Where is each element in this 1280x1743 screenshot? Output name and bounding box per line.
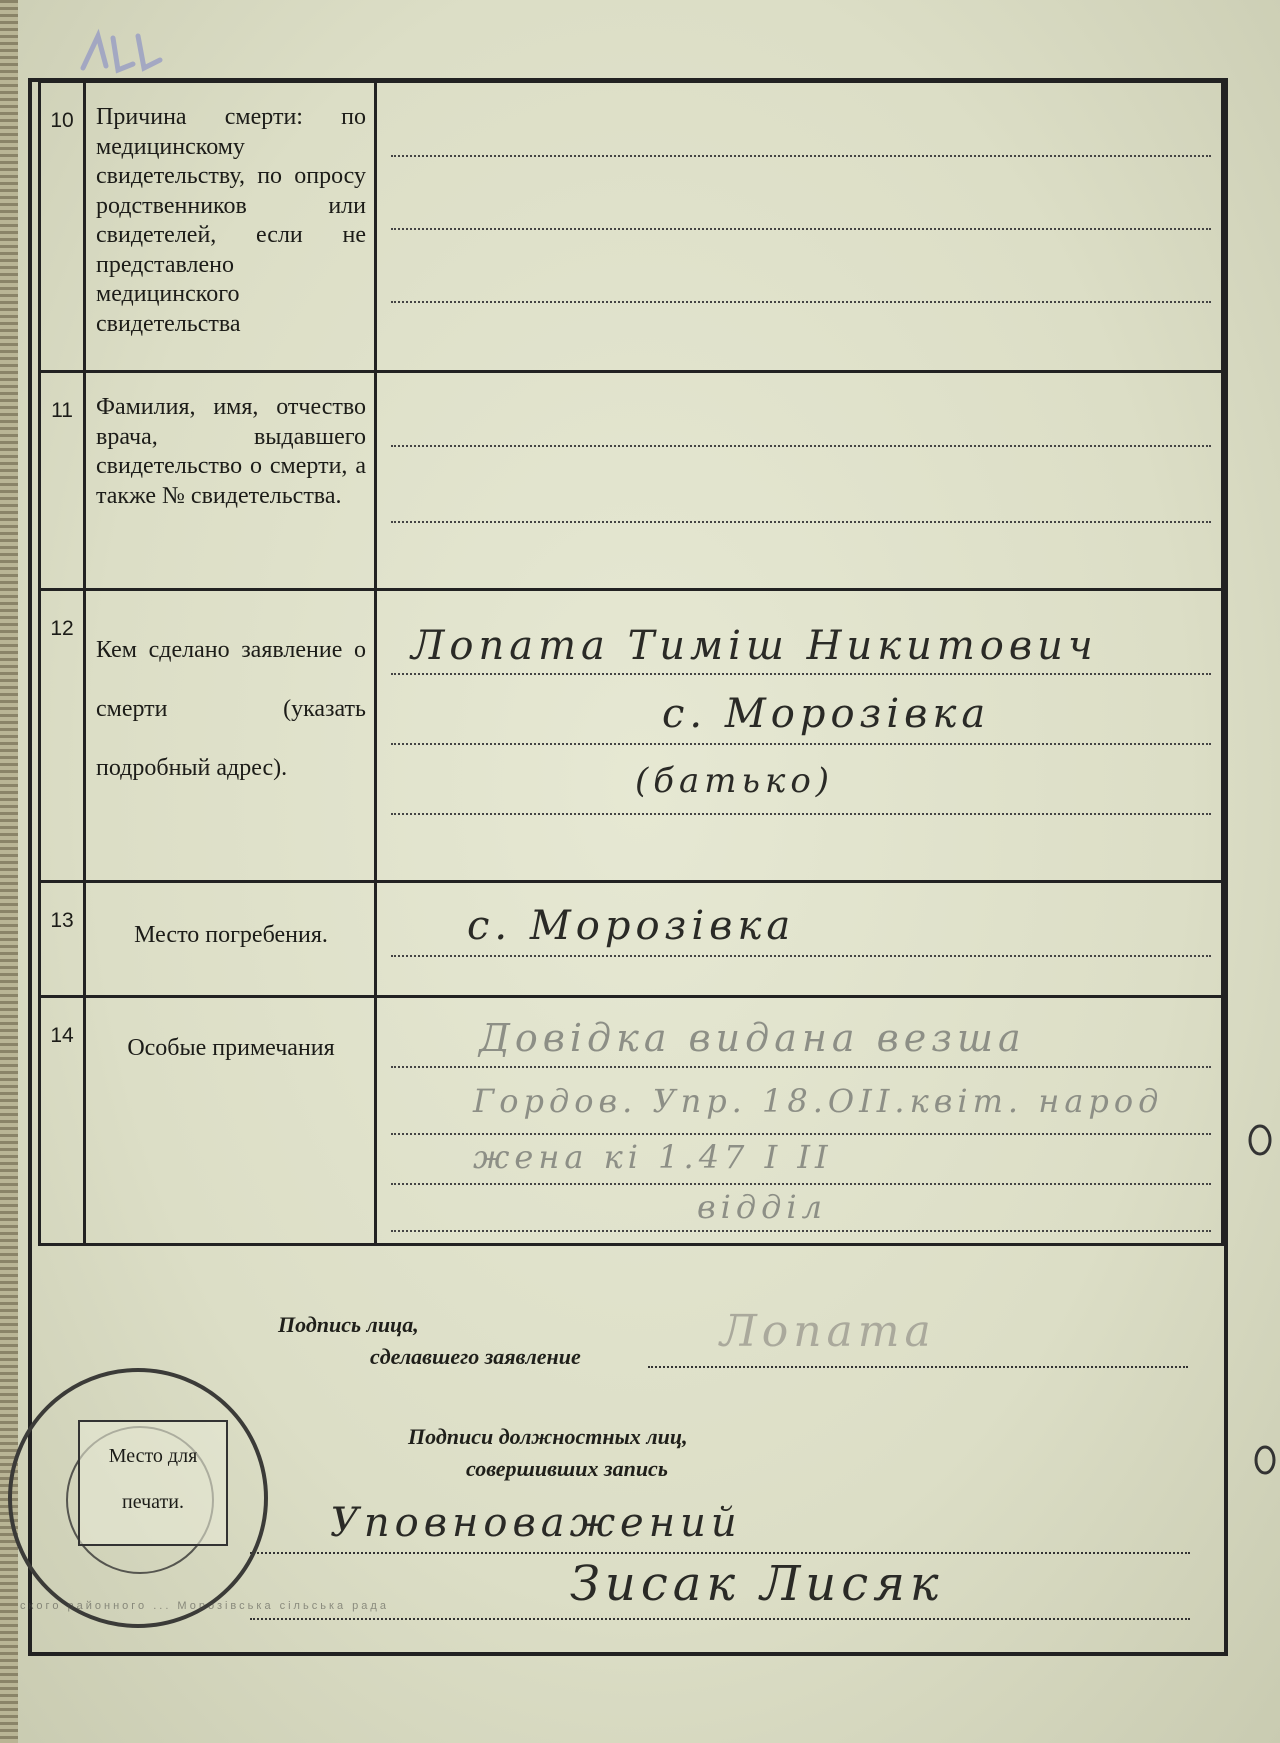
field-value-cause-of-death[interactable] — [376, 82, 1223, 372]
field-label-burial-place: Место погребения. — [134, 922, 328, 948]
row-special-notes — [40, 997, 1223, 1245]
handwritten-note-line-1: Довідка видана везша — [479, 1016, 1026, 1060]
field-label-doctor: Фамилия, имя, отчество врача, выдавшего свидетельство о смерти, а также № свидетельства. — [96, 394, 366, 509]
handwritten-note-line-3: жена кі 1.47 І ІІ — [473, 1138, 833, 1176]
row-doctor — [40, 372, 1223, 590]
field-label-special-notes: Особые примечания — [127, 1035, 335, 1061]
field-value-doctor[interactable] — [376, 372, 1223, 590]
handwritten-declarant-relation: (батько) — [635, 761, 835, 801]
binder-hole-icon — [1250, 1440, 1280, 1480]
corner-pencil-mark — [78, 28, 168, 78]
row-number: 12 — [40, 590, 85, 882]
row-number: 11 — [40, 372, 85, 590]
seal-placeholder-text-1: Место для — [108, 1445, 198, 1467]
handwritten-burial-place: с. Морозівка — [467, 903, 796, 949]
row-number: 10 — [40, 82, 85, 372]
field-label-cause-of-death: Причина смерти: по медицинскому свидетельству, по опросу родственников или свидетелей, если не представлено медицинского свидетельства — [96, 104, 366, 337]
row-cause-of-death — [40, 82, 1223, 372]
handwritten-declarant-name: Лопата Тиміш Никитович — [411, 623, 1098, 669]
official-title-handwritten: Уповноважений — [330, 1500, 742, 1546]
row-number: 14 — [40, 997, 85, 1245]
death-record-form-table — [38, 80, 1224, 1246]
declarant-signature-label-1: Подпись лица, — [278, 1312, 419, 1337]
officials-signature-label-1: Подписи должностных лиц, — [408, 1424, 688, 1449]
row-burial-place — [40, 882, 1223, 997]
handwritten-note-line-4: відділ — [697, 1188, 828, 1226]
field-value-burial-place[interactable] — [376, 882, 1223, 997]
officials-signature-line-2[interactable] — [250, 1618, 1190, 1620]
seal-ring-text: ского районного ... Морозівська сільська рада — [20, 1600, 389, 1612]
seal-placeholder-box — [78, 1420, 228, 1546]
officials-signature-line-1[interactable] — [250, 1552, 1190, 1554]
field-value-special-notes[interactable] — [376, 997, 1223, 1245]
officials-signature-label-2: совершивших запись — [466, 1456, 668, 1481]
official-signature: Зисак Лисяк — [570, 1556, 944, 1612]
declarant-signature: Лопата — [720, 1306, 936, 1357]
declarant-signature-label-2: сделавшего заявление — [370, 1344, 581, 1369]
binder-hole-icon — [1245, 1120, 1275, 1160]
field-label-declarant: Кем сделано заявление о смерти (указать подробный адрес). — [96, 637, 366, 781]
row-declarant — [40, 590, 1223, 882]
field-value-declarant[interactable] — [376, 590, 1223, 882]
handwritten-declarant-village: с. Морозівка — [662, 691, 991, 737]
handwritten-note-line-2: Гордов. Упр. 18.ОІІ.квіт. народ — [473, 1082, 1164, 1120]
declarant-signature-line[interactable] — [648, 1366, 1188, 1368]
seal-placeholder-text-2: печати. — [122, 1491, 184, 1513]
row-number: 13 — [40, 882, 85, 997]
